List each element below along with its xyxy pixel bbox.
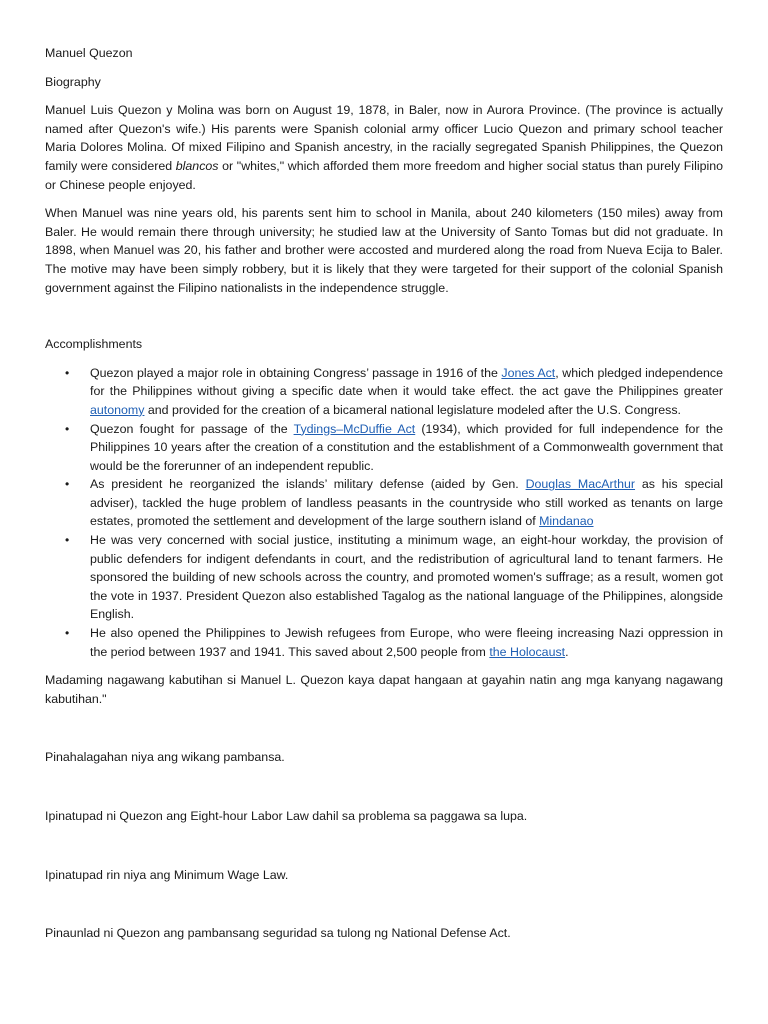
- bullet-icon: •: [65, 626, 70, 641]
- jones-act-link[interactable]: Jones Act: [501, 365, 556, 380]
- bullet-icon: •: [65, 477, 70, 492]
- list-item: [45, 364, 723, 420]
- list-item: [45, 420, 723, 476]
- bio-paragraph-1: [45, 101, 723, 194]
- list-item: [45, 475, 723, 531]
- filipino-line: Ipinatupad rin niya ang Minimum Wage Law.: [45, 867, 289, 882]
- tydings-mcduffie-act-link[interactable]: Tydings–McDuffie Act: [293, 421, 416, 436]
- autonomy-link[interactable]: autonomy: [90, 402, 145, 417]
- document-page: [45, 44, 723, 943]
- bio-text: Manuel Luis Quezon y Molina was born on August 19, 1878, in Baler, now in Aurora Province. (The province is actually named after Quezon's wife.) His parents were Spanish colonial army officer Lucio Quezon and primary school teacher Maria Dolores Molina. Of mixed Filipino and Spanish ancestry, in the racially segregated Spanish Philippines, the Quezon family were considered: [45, 103, 723, 173]
- accomplishments-list: [45, 364, 723, 662]
- filipino-line: Pinahalagahan niya ang wikang pambansa.: [45, 750, 285, 765]
- item-text: .: [565, 644, 569, 659]
- item-text: and provided for the creation of a bicameral national legislature modeled after the U.S. Congress.: [144, 402, 681, 417]
- item-text: (1934), which provided for full independence for the Philippines 10 years after the creation of a constitution and the establishment of a Commonwealth government that would be the forerunner of an independent republic.: [90, 421, 723, 473]
- bullet-icon: •: [65, 533, 70, 548]
- mindanao-link[interactable]: Mindanao: [539, 514, 594, 529]
- item-text: He was very concerned with social justice, instituting a minimum wage, an eight-hour workday, the provision of public defenders for indigent defendants in court, and the redistribution of agricultural land to tenant farmers. He sponsored the building of new schools across the country, and promoted women's suffrage; as a result, women got the vote in 1937. President Quezon also established Tagalog as the national language of the Philippines, alongside English.: [90, 533, 723, 622]
- douglas-macarthur-link[interactable]: Douglas MacArthur: [525, 477, 636, 492]
- bullet-icon: •: [65, 365, 70, 380]
- list-item: [45, 531, 723, 624]
- item-text: Quezon played a major role in obtaining Congress’ passage in 1916 of the: [90, 365, 502, 380]
- item-text: He also opened the Philippines to Jewish refugees from Europe, who were fleeing increasing Nazi oppression in the period between 1937 and 1941. This saved about 2,500 people from: [90, 626, 723, 659]
- item-text: as his special adviser), tackled the huge problem of landless peasants in the countryside who still worked as tenants on large estates, promoted the settlement and development of the large southern island of: [90, 477, 724, 529]
- item-text: , which pledged independence for the Philippines without giving a specific date when it would take effect. the act gave the Philippines greater: [90, 365, 723, 399]
- bio-text: or "whites," which afforded them more freedom and higher social status than purely Filipino or Chinese people enjoyed.: [45, 158, 723, 192]
- document-title: Manuel Quezon: [45, 46, 133, 60]
- bio-emphasis: blancos: [175, 158, 219, 173]
- filipino-line: Ipinatupad ni Quezon ang Eight-hour Labor Law dahil sa problema sa paggawa sa lupa.: [45, 809, 528, 823]
- bullet-icon: •: [65, 421, 70, 436]
- holocaust-link[interactable]: the Holocaust: [489, 644, 566, 659]
- closing-paragraph: Madaming nagawang kabutihan si Manuel L. Quezon kaya dapat hangaan at gayahin natin ang mga kanyang nagawang kabutihan.": [45, 673, 723, 706]
- bio-paragraph-2: When Manuel was nine years old, his parents sent him to school in Manila, about 240 kilometers (150 miles) away from Baler. He would remain there through university; he studied law at the University of Santo Tomas but did not graduate. In 1898, when Manuel was 20, his father and brother were accosted and murdered along the road from Nueva Ecija to Baler. The motive may have been simply robbery, but it is likely that they were targeted for their support of the colonial Spanish government against the Filipino nationalists in the independence struggle.: [45, 206, 723, 295]
- filipino-line: Pinaunlad ni Quezon ang pambansang seguridad sa tulong ng National Defense Act.: [45, 926, 511, 941]
- item-text: As president he reorganized the islands’ military defense (aided by Gen.: [90, 477, 526, 492]
- list-item: [45, 624, 723, 661]
- biography-heading: Biography: [45, 74, 101, 89]
- accomplishments-heading: Accomplishments: [45, 337, 143, 352]
- item-text: Quezon fought for passage of the: [90, 421, 294, 436]
